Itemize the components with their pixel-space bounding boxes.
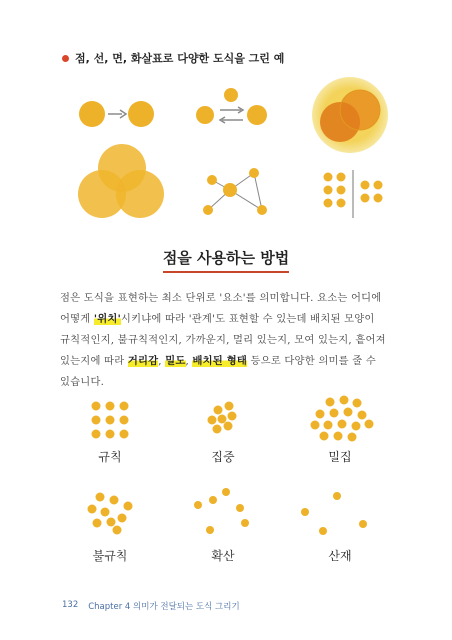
example-grouped-grid (324, 170, 383, 218)
pattern-regular (92, 402, 129, 439)
example-dot-arrow-dot (79, 101, 154, 127)
dot (128, 101, 154, 127)
example-venn (78, 144, 164, 218)
highlight-distance: 거리감 (127, 355, 159, 367)
body-line: 있는지에 따라 거리감, 밀도, 배치된 형태 등으로 다양한 의미를 줄 수 (60, 355, 376, 367)
dot (257, 205, 267, 215)
label-concentrated: 집중 (211, 450, 235, 464)
section-heading-text: 점을 사용하는 방법 (163, 247, 289, 273)
pattern-scattered (301, 492, 367, 535)
page-footer (62, 600, 240, 612)
body-line: 있습니다. (60, 376, 105, 388)
caption-text: 점, 선, 면, 화살표로 다양한 도식을 그린 예 (75, 52, 285, 65)
pattern-concentrated (208, 402, 237, 434)
label-dense: 밀집 (328, 450, 352, 464)
label-irregular: 불규칙 (92, 549, 128, 563)
label-regular: 규칙 (98, 450, 122, 464)
dot (207, 175, 217, 185)
dot (203, 205, 213, 215)
dot (249, 168, 259, 178)
dot (247, 105, 267, 125)
label-scattered: 산재 (328, 549, 352, 563)
pattern-dense (311, 396, 374, 442)
label-spread: 확산 (211, 549, 235, 563)
body-line: 어떻게 '위치'시키냐에 따라 '관계'도 표현할 수 있는데 배치된 모양이 (60, 313, 375, 325)
body-paragraph (60, 288, 400, 393)
dot (223, 183, 237, 197)
section-heading (0, 247, 452, 273)
dot (196, 106, 214, 124)
highlight-position: '위치' (93, 313, 121, 325)
dot (224, 88, 238, 102)
pattern-spread (194, 488, 249, 534)
page-number: 132 (62, 600, 79, 610)
body-line: 규칙적인지, 불규칙적인지, 가까운지, 멀리 있는지, 모여 있는지, 흩어져 (60, 334, 386, 346)
highlight-arrangement: 배치된 형태 (192, 355, 248, 367)
diagram-examples (0, 0, 452, 240)
body-line: 점은 도식을 표현하는 최소 단위로 '요소'를 의미합니다. 요소는 어디에 (60, 292, 382, 304)
example-overlap-area (312, 77, 388, 153)
pattern-irregular (88, 493, 133, 535)
highlight-density: 밀도 (165, 355, 186, 367)
example-network (203, 168, 267, 215)
chapter-title: Chapter 4 의미가 전달되는 도식 그리기 (88, 602, 240, 612)
dot (79, 101, 105, 127)
example-exchange (196, 88, 267, 125)
